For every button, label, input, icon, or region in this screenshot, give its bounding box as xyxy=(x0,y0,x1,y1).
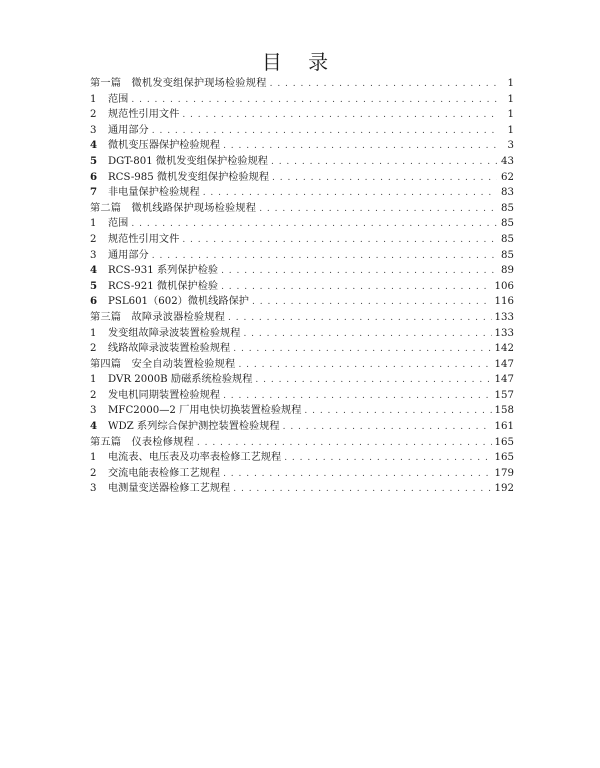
toc-page-number: 192 xyxy=(494,483,514,495)
toc-entry-text: 发电机同期装置检验规程 xyxy=(108,389,221,401)
toc-page-number: 1 xyxy=(507,109,514,121)
toc-entry-number: 5 xyxy=(90,154,98,167)
toc-entry xyxy=(90,388,514,404)
toc-entry-number: 6 xyxy=(90,170,98,183)
dot-leader xyxy=(283,420,492,436)
toc-entry-number: 4 xyxy=(90,264,98,277)
toc-page-number: 179 xyxy=(494,467,514,479)
dot-leader xyxy=(243,327,491,343)
toc-page-number: 133 xyxy=(494,311,514,323)
dot-leader xyxy=(238,358,491,374)
dot-leader xyxy=(221,280,491,296)
toc-part-heading xyxy=(90,357,514,373)
toc-entry-number: 1 xyxy=(90,452,97,464)
dot-leader xyxy=(252,295,492,311)
toc-entry-text: 电流表、电压表及功率表检修工艺规程 xyxy=(108,452,282,464)
toc-page-number: 89 xyxy=(501,265,514,277)
dot-leader xyxy=(221,264,497,280)
toc-entry-text: 规范性引用文件 xyxy=(108,233,180,245)
toc-entry-text: 微机变压器保护检验规程 xyxy=(108,140,221,152)
toc-entry-text: 发变组故障录波装置检验规程 xyxy=(108,327,241,339)
toc-entry-number: 1 xyxy=(90,327,97,339)
toc-page-number: 165 xyxy=(494,436,514,448)
toc-part-heading xyxy=(90,435,514,451)
toc-page-number: 85 xyxy=(501,233,514,245)
toc-entry xyxy=(90,154,514,170)
dot-leader xyxy=(304,404,491,420)
toc-entry-text: 第五篇 仪表检修规程 xyxy=(90,436,194,448)
toc-entry xyxy=(90,92,514,108)
toc-page-number: 157 xyxy=(494,389,514,401)
dot-leader xyxy=(182,233,497,249)
toc-page-number: 1 xyxy=(507,124,514,136)
toc-entry xyxy=(90,419,514,435)
toc-entry-number: 3 xyxy=(90,483,97,495)
toc-entry-text: 第三篇 故障录波器检验规程 xyxy=(90,311,226,323)
toc-entry-text: PSL601（602）微机线路保护 xyxy=(108,296,249,308)
toc-entry-text: 范围 xyxy=(108,93,129,105)
toc-page-number: 83 xyxy=(501,187,514,199)
toc-page-number: 1 xyxy=(507,78,514,89)
toc-entry-text: 线路故障录波装置检验规程 xyxy=(108,343,231,355)
toc-entry xyxy=(90,294,514,310)
toc-entry xyxy=(90,279,514,295)
toc-entry xyxy=(90,216,514,232)
toc-entry-text: DGT-801 微机发变组保护检验规程 xyxy=(108,155,268,167)
toc-entry-number: 2 xyxy=(90,109,97,121)
toc-page-number: 85 xyxy=(501,249,514,261)
toc-entry-text: 交流电能表检修工艺规程 xyxy=(108,467,221,479)
toc-entry-number: 7 xyxy=(90,186,98,199)
dot-leader xyxy=(152,124,497,140)
toc-page-number: 43 xyxy=(501,155,514,167)
dot-leader xyxy=(270,77,497,93)
dot-leader xyxy=(152,249,497,265)
dot-leader xyxy=(284,451,491,467)
toc-entry-text: RCS-921 微机保护检验 xyxy=(108,280,219,292)
toc-entry-text: RCS-985 微机发变组保护检验规程 xyxy=(108,171,270,183)
toc-page-number: 142 xyxy=(494,343,514,355)
dot-leader xyxy=(182,108,497,124)
toc-entry xyxy=(90,466,514,482)
toc-part-heading xyxy=(90,310,514,326)
toc-part-heading xyxy=(90,76,514,92)
toc-entry xyxy=(90,123,514,139)
dot-leader xyxy=(223,389,491,405)
toc-entry-number: 3 xyxy=(90,405,97,417)
dot-leader xyxy=(271,155,497,171)
toc-entry xyxy=(90,326,514,342)
toc-entry-number: 1 xyxy=(90,93,97,105)
toc-entry xyxy=(90,107,514,123)
toc-page-number: 147 xyxy=(494,358,514,370)
toc-entry-text: WDZ 系列综合保护测控装置检验规程 xyxy=(108,421,280,433)
toc-entry xyxy=(90,372,514,388)
toc-entry-text: 电测量变送器检修工艺规程 xyxy=(108,483,231,495)
toc-page-number: 133 xyxy=(494,327,514,339)
dot-leader xyxy=(233,342,491,358)
toc-entry xyxy=(90,481,514,497)
dot-leader xyxy=(223,467,491,483)
toc-page-number: 3 xyxy=(507,140,514,152)
toc-entry-number: 2 xyxy=(90,389,97,401)
toc-entry-text: DVR 2000B 励磁系统检验规程 xyxy=(108,374,253,386)
dot-leader xyxy=(203,186,497,202)
dot-leader xyxy=(131,93,497,109)
toc-entry-text: MFC2000—2 厂用电快切换装置检验规程 xyxy=(108,405,302,417)
dot-leader xyxy=(233,482,491,498)
toc-entry xyxy=(90,450,514,466)
toc-entry-text: 非电量保护检验规程 xyxy=(108,187,200,199)
toc-page-number: 165 xyxy=(494,452,514,464)
dot-leader xyxy=(197,436,492,452)
toc-entry-number: 3 xyxy=(90,249,97,261)
toc-entry xyxy=(90,263,514,279)
toc-entry-text: 通用部分 xyxy=(108,249,149,261)
toc-page-number: 158 xyxy=(494,405,514,417)
toc-page-number: 1 xyxy=(507,93,514,105)
toc-title: 目 录 xyxy=(261,50,339,74)
dot-leader xyxy=(228,311,492,327)
toc-entry xyxy=(90,248,514,264)
toc-entry xyxy=(90,185,514,201)
toc-entry-text: RCS-931 系列保护检验 xyxy=(108,265,219,277)
toc-part-heading xyxy=(90,201,514,217)
toc-entry-number: 6 xyxy=(90,295,98,308)
toc-page-number: 161 xyxy=(494,421,514,433)
toc-entry-number: 2 xyxy=(90,343,97,355)
toc-entry-number: 1 xyxy=(90,218,97,230)
toc-page-number: 85 xyxy=(501,202,514,214)
toc-page-number: 62 xyxy=(501,171,514,183)
toc-entry-number: 2 xyxy=(90,233,97,245)
toc-entry-text: 第一篇 微机发变组保护现场检验规程 xyxy=(90,78,267,89)
toc-entry-text: 范围 xyxy=(108,218,129,230)
toc-entry xyxy=(90,138,514,154)
toc-entry-number: 4 xyxy=(90,139,98,152)
toc-entry xyxy=(90,403,514,419)
toc-entry-text: 第四篇 安全自动装置检验规程 xyxy=(90,358,236,370)
toc-entry-text: 第二篇 微机线路保护现场检验规程 xyxy=(90,202,257,214)
toc-entry xyxy=(90,341,514,357)
dot-leader xyxy=(131,217,497,233)
toc-page-number: 106 xyxy=(494,280,514,292)
toc-page-number: 116 xyxy=(494,296,514,308)
toc-entry-number: 3 xyxy=(90,124,97,136)
dot-leader xyxy=(272,171,497,187)
toc-page-number: 85 xyxy=(501,218,514,230)
dot-leader xyxy=(255,373,491,389)
toc-entry-number: 4 xyxy=(90,420,98,433)
toc-entry-number: 5 xyxy=(90,279,98,292)
toc-page-number: 147 xyxy=(494,374,514,386)
toc-entry xyxy=(90,170,514,186)
table-of-contents xyxy=(90,76,514,497)
toc-entry xyxy=(90,232,514,248)
toc-entry-number: 1 xyxy=(90,374,97,386)
toc-entry-number: 2 xyxy=(90,467,97,479)
dot-leader xyxy=(259,202,497,218)
dot-leader xyxy=(223,139,497,155)
toc-entry-text: 通用部分 xyxy=(108,124,149,136)
toc-entry-text: 规范性引用文件 xyxy=(108,109,180,121)
